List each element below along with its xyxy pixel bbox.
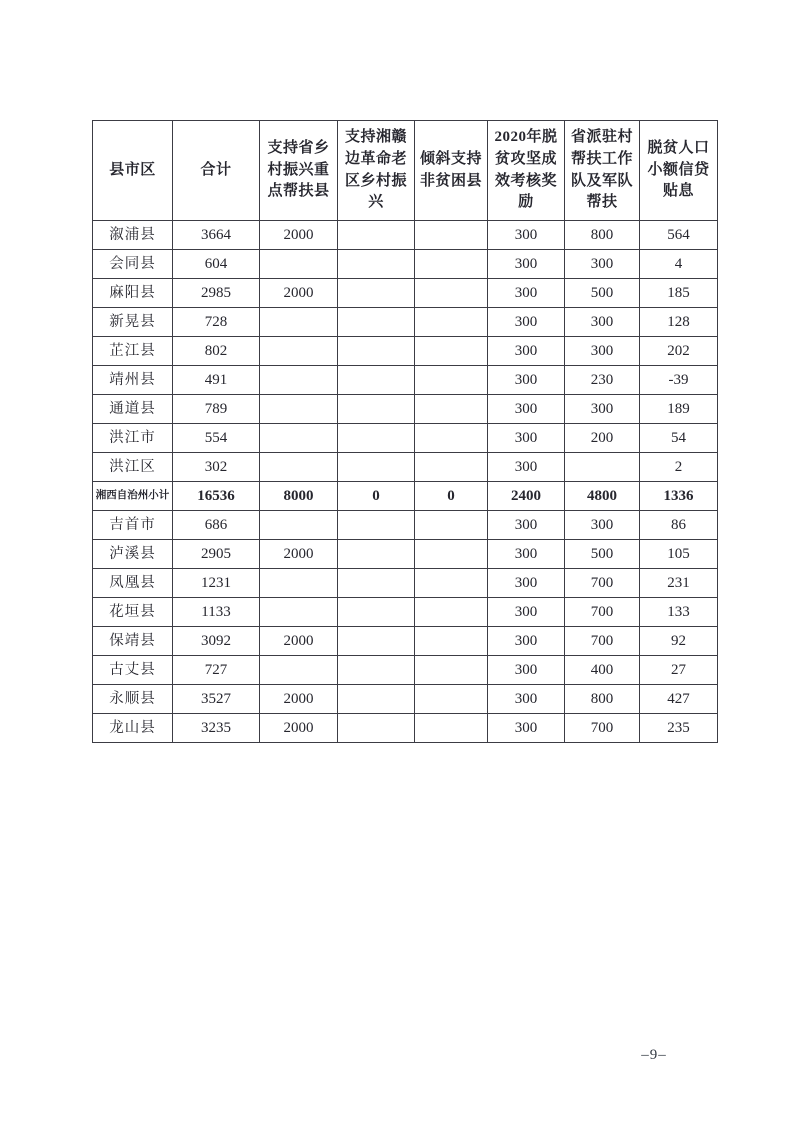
cell-old-revolutionary-area (338, 627, 415, 656)
cell-2020-award: 300 (488, 250, 565, 279)
cell-old-revolutionary-area (338, 453, 415, 482)
cell-key-county-support: 8000 (260, 482, 338, 511)
table-header-row (93, 121, 718, 221)
cell-microloan-interest: 92 (640, 627, 718, 656)
cell-key-county-support: 2000 (260, 685, 338, 714)
cell-work-team-support: 300 (565, 511, 640, 540)
cell-2020-award: 300 (488, 511, 565, 540)
row-label: 溆浦县 (93, 221, 173, 250)
cell-total: 302 (173, 453, 260, 482)
cell-key-county-support (260, 656, 338, 685)
cell-old-revolutionary-area (338, 279, 415, 308)
column-header-old-revolutionary-area: 支持湘赣边革命老区乡村振兴 (338, 121, 415, 221)
row-label: 芷江县 (93, 337, 173, 366)
table-body (93, 221, 718, 743)
page-number: –9– (641, 1047, 667, 1063)
cell-total: 686 (173, 511, 260, 540)
cell-work-team-support: 300 (565, 250, 640, 279)
cell-non-poverty-county (415, 714, 488, 743)
cell-old-revolutionary-area (338, 395, 415, 424)
column-header-total: 合计 (173, 121, 260, 221)
cell-total: 728 (173, 308, 260, 337)
column-header-non-poverty-county: 倾斜支持非贫困县 (415, 121, 488, 221)
cell-microloan-interest: 133 (640, 598, 718, 627)
table-row (93, 656, 718, 685)
cell-microloan-interest: 2 (640, 453, 718, 482)
cell-old-revolutionary-area (338, 714, 415, 743)
cell-work-team-support: 700 (565, 627, 640, 656)
cell-old-revolutionary-area (338, 308, 415, 337)
table-row (93, 714, 718, 743)
table-row (93, 598, 718, 627)
cell-microloan-interest: 231 (640, 569, 718, 598)
cell-microloan-interest: 4 (640, 250, 718, 279)
cell-non-poverty-county (415, 366, 488, 395)
cell-non-poverty-county (415, 685, 488, 714)
cell-microloan-interest: 202 (640, 337, 718, 366)
cell-non-poverty-county (415, 540, 488, 569)
cell-work-team-support: 300 (565, 337, 640, 366)
column-header-2020-award: 2020年脱贫攻坚成效考核奖励 (488, 121, 565, 221)
cell-non-poverty-county (415, 453, 488, 482)
cell-microloan-interest: 128 (640, 308, 718, 337)
cell-key-county-support: 2000 (260, 540, 338, 569)
row-label: 吉首市 (93, 511, 173, 540)
cell-key-county-support (260, 424, 338, 453)
cell-old-revolutionary-area (338, 250, 415, 279)
row-label: 花垣县 (93, 598, 173, 627)
column-header-microloan-interest: 脱贫人口小额信贷贴息 (640, 121, 718, 221)
cell-work-team-support: 400 (565, 656, 640, 685)
cell-key-county-support (260, 453, 338, 482)
cell-2020-award: 300 (488, 453, 565, 482)
cell-total: 2905 (173, 540, 260, 569)
cell-microloan-interest: 1336 (640, 482, 718, 511)
row-label: 保靖县 (93, 627, 173, 656)
row-label: 洪江市 (93, 424, 173, 453)
cell-key-county-support (260, 511, 338, 540)
cell-work-team-support: 200 (565, 424, 640, 453)
table-row (93, 540, 718, 569)
cell-microloan-interest: 235 (640, 714, 718, 743)
cell-key-county-support: 2000 (260, 221, 338, 250)
cell-2020-award: 300 (488, 540, 565, 569)
cell-total: 1231 (173, 569, 260, 598)
cell-work-team-support: 700 (565, 714, 640, 743)
row-label: 通道县 (93, 395, 173, 424)
cell-work-team-support: 700 (565, 569, 640, 598)
cell-old-revolutionary-area (338, 656, 415, 685)
cell-total: 604 (173, 250, 260, 279)
cell-2020-award: 2400 (488, 482, 565, 511)
row-label: 古丈县 (93, 656, 173, 685)
cell-old-revolutionary-area (338, 366, 415, 395)
cell-microloan-interest: 27 (640, 656, 718, 685)
cell-non-poverty-county (415, 279, 488, 308)
table-row (93, 511, 718, 540)
cell-2020-award: 300 (488, 337, 565, 366)
cell-microloan-interest: 189 (640, 395, 718, 424)
cell-non-poverty-county (415, 598, 488, 627)
cell-non-poverty-county (415, 337, 488, 366)
cell-old-revolutionary-area (338, 511, 415, 540)
cell-non-poverty-county (415, 308, 488, 337)
cell-total: 802 (173, 337, 260, 366)
table-row (93, 279, 718, 308)
cell-microloan-interest: 105 (640, 540, 718, 569)
table-row (93, 395, 718, 424)
cell-old-revolutionary-area (338, 540, 415, 569)
cell-2020-award: 300 (488, 395, 565, 424)
cell-microloan-interest: -39 (640, 366, 718, 395)
cell-non-poverty-county (415, 656, 488, 685)
cell-non-poverty-county (415, 424, 488, 453)
cell-2020-award: 300 (488, 221, 565, 250)
cell-old-revolutionary-area (338, 424, 415, 453)
cell-key-county-support (260, 569, 338, 598)
cell-work-team-support: 500 (565, 540, 640, 569)
cell-total: 1133 (173, 598, 260, 627)
table-row (93, 337, 718, 366)
cell-key-county-support (260, 598, 338, 627)
cell-2020-award: 300 (488, 308, 565, 337)
cell-old-revolutionary-area (338, 337, 415, 366)
cell-total: 16536 (173, 482, 260, 511)
cell-non-poverty-county (415, 511, 488, 540)
cell-total: 491 (173, 366, 260, 395)
row-label: 麻阳县 (93, 279, 173, 308)
row-label: 泸溪县 (93, 540, 173, 569)
column-header-key-county-support: 支持省乡村振兴重点帮扶县 (260, 121, 338, 221)
cell-total: 554 (173, 424, 260, 453)
funding-allocation-table (92, 120, 718, 743)
cell-key-county-support: 2000 (260, 279, 338, 308)
cell-key-county-support (260, 308, 338, 337)
cell-key-county-support (260, 395, 338, 424)
table-row (93, 569, 718, 598)
cell-2020-award: 300 (488, 714, 565, 743)
table-row (93, 250, 718, 279)
table-row (93, 366, 718, 395)
cell-total: 3092 (173, 627, 260, 656)
cell-microloan-interest: 185 (640, 279, 718, 308)
cell-work-team-support: 300 (565, 395, 640, 424)
cell-work-team-support: 300 (565, 308, 640, 337)
cell-old-revolutionary-area (338, 685, 415, 714)
cell-work-team-support: 700 (565, 598, 640, 627)
cell-2020-award: 300 (488, 598, 565, 627)
row-label: 凤凰县 (93, 569, 173, 598)
row-label: 永顺县 (93, 685, 173, 714)
cell-microloan-interest: 54 (640, 424, 718, 453)
table-row (93, 482, 718, 511)
table-row (93, 627, 718, 656)
cell-2020-award: 300 (488, 424, 565, 453)
cell-total: 727 (173, 656, 260, 685)
cell-2020-award: 300 (488, 685, 565, 714)
cell-2020-award: 300 (488, 279, 565, 308)
cell-total: 789 (173, 395, 260, 424)
cell-work-team-support: 800 (565, 221, 640, 250)
cell-old-revolutionary-area (338, 569, 415, 598)
cell-key-county-support (260, 250, 338, 279)
row-label: 靖州县 (93, 366, 173, 395)
cell-non-poverty-county: 0 (415, 482, 488, 511)
cell-non-poverty-county (415, 569, 488, 598)
cell-key-county-support: 2000 (260, 627, 338, 656)
column-header-work-team-support: 省派驻村帮扶工作队及军队帮扶 (565, 121, 640, 221)
cell-non-poverty-county (415, 395, 488, 424)
cell-microloan-interest: 86 (640, 511, 718, 540)
table-row (93, 308, 718, 337)
cell-key-county-support (260, 366, 338, 395)
cell-total: 2985 (173, 279, 260, 308)
cell-old-revolutionary-area (338, 221, 415, 250)
table-row (93, 453, 718, 482)
row-label: 洪江区 (93, 453, 173, 482)
cell-work-team-support: 500 (565, 279, 640, 308)
cell-key-county-support (260, 337, 338, 366)
row-label: 龙山县 (93, 714, 173, 743)
table-row (93, 685, 718, 714)
cell-2020-award: 300 (488, 569, 565, 598)
cell-work-team-support: 800 (565, 685, 640, 714)
cell-old-revolutionary-area (338, 598, 415, 627)
cell-2020-award: 300 (488, 656, 565, 685)
row-label: 湘西自治州小计 (93, 482, 173, 511)
cell-non-poverty-county (415, 250, 488, 279)
cell-microloan-interest: 564 (640, 221, 718, 250)
cell-total: 3527 (173, 685, 260, 714)
cell-work-team-support (565, 453, 640, 482)
cell-old-revolutionary-area: 0 (338, 482, 415, 511)
cell-work-team-support: 230 (565, 366, 640, 395)
row-label: 新晃县 (93, 308, 173, 337)
cell-key-county-support: 2000 (260, 714, 338, 743)
table-row (93, 221, 718, 250)
cell-2020-award: 300 (488, 627, 565, 656)
cell-microloan-interest: 427 (640, 685, 718, 714)
column-header-region: 县市区 (93, 121, 173, 221)
cell-2020-award: 300 (488, 366, 565, 395)
table-row (93, 424, 718, 453)
cell-non-poverty-county (415, 627, 488, 656)
cell-total: 3235 (173, 714, 260, 743)
cell-work-team-support: 4800 (565, 482, 640, 511)
cell-non-poverty-county (415, 221, 488, 250)
cell-total: 3664 (173, 221, 260, 250)
row-label: 会同县 (93, 250, 173, 279)
